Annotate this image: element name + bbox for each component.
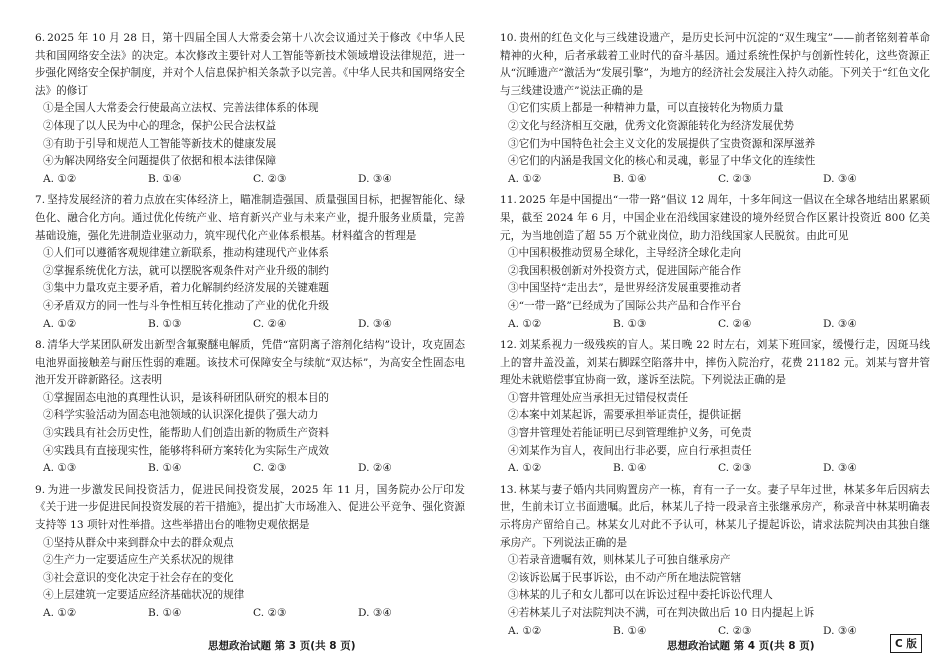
option-c: C. ②③	[718, 624, 752, 637]
page-footer-left: 思想政治试题 第 3 页(共 8 页)	[208, 640, 356, 652]
statement: ③社会意识的变化决定于社会存在的变化	[43, 571, 234, 584]
option-b: B. ①④	[148, 462, 182, 475]
statement: ②本案中刘某起诉，需要承担举证责任，提供证据	[508, 409, 742, 422]
option-c: C. ②③	[718, 172, 752, 185]
option-b: B. ①④	[613, 172, 647, 185]
statement: ③有助于引导和规范人工智能等新技术的健康发展	[43, 137, 277, 150]
question-stem: 10. 贵州的红色文化与三线建设遗产，是历史长河中沉淀的“双生瑰宝”——前者铭刻着革命精神的火种，后者承载着工业时代的奋斗基因。通过系统性保护与创新性转化，这些资源正从“沉睡遗产”激活为“发展引擎”，为地方的经济社会发展注入持久动能。下列关于“红色文化与三线建设遗产”说法正确的是	[500, 32, 930, 97]
option-a: A. ①②	[43, 317, 77, 330]
statement: ④“一带一路”已经成为了国际公共产品和合作平台	[508, 299, 742, 312]
option-c: C. ②③	[253, 607, 287, 619]
version-badge: C 版	[890, 634, 922, 653]
option-c: C. ②③	[253, 462, 287, 475]
option-b: B. ①③	[148, 317, 182, 330]
statement: ①中国积极推动贸易全球化，主导经济全球化走向	[508, 247, 742, 260]
statement: ②掌握系统优化方法，就可以摆脱客观条件对产业升级的制约	[43, 264, 330, 277]
answer-options	[508, 460, 930, 478]
option-b: B. ①④	[148, 607, 182, 619]
statement: ③中国坚持“走出去”，是世界经济发展重要推动者	[508, 282, 742, 295]
option-d: D. ③④	[358, 607, 392, 619]
statement: ①窨井管理处应当承担无过错侵权责任	[508, 391, 689, 404]
option-a: A. ①②	[508, 462, 542, 475]
left-column	[35, 30, 465, 627]
statement: ①若录音遗嘱有效，则林某儿子可独自继承房产	[508, 554, 731, 567]
statement: ④矛盾双方的同一性与斗争性相互转化推动了产业的优化升级	[43, 299, 330, 312]
answer-options	[508, 316, 930, 334]
option-d: D. ③④	[358, 172, 392, 185]
question-9	[35, 482, 465, 623]
question-10	[500, 30, 930, 188]
option-b: B. ①④	[613, 462, 647, 475]
answer-options	[508, 171, 930, 189]
question-stem: 13. 林某与妻子婚内共同购置房产一栋，育有一子一女。妻子早年过世，林某多年后因病去世，生前未订立书面遗嘱。此后，林某儿子持一段录音主张继承房产，称录音中林某明确表示将房产留给自己。林某女儿对此不予认可，林某儿子提起诉讼，请求法院判决由其独自继承房产。下列说法正确的是	[500, 483, 930, 549]
question-stem: 12. 刘某系视力一级残疾的盲人。某日晚 22 时左右，刘某下班回家，缓慢行走，因斑马线上的窨井盖没盖，刘某右脚踩空陷落井中，摔伤入院治疗，花费 21182 元。刘某与窨井管理处未就赔偿事宜协商一致，遂诉至法院。下列说法正确的是	[500, 339, 930, 387]
question-7	[35, 192, 465, 333]
statement: ①掌握固态电池的真理性认识，是该科研团队研究的根本目的	[43, 391, 330, 404]
question-11	[500, 192, 930, 333]
right-column	[500, 30, 930, 644]
option-c: C. ②③	[718, 462, 752, 475]
option-d: D. ③④	[358, 317, 392, 330]
option-a: A. ①②	[508, 317, 542, 330]
statement: ④刘某作为盲人，夜间出行非必要，应自行承担责任	[508, 444, 752, 457]
statement: ③实践具有社会历史性，能帮助人们创造出新的物质生产资料	[43, 427, 330, 440]
statement: ②体现了以人民为中心的理念，保护公民合法权益	[43, 119, 277, 132]
question-stem: 7. 坚持发展经济的着力点放在实体经济上，瞄准制造强国、质量强国目标，把握智能化、绿色化、融合化方向。通过优化传统产业、培育新兴产业与未来产业，提升服务业质量，完善基础设施，强化先进制造业驱动力，筑牢现代化产业体系根基。材料蕴含的哲理是	[35, 194, 465, 242]
option-b: B. ①④	[613, 624, 647, 637]
option-a: A. ①②	[508, 172, 542, 185]
statement: ②科学实验活动为固态电池领域的认识深化提供了强大动力	[43, 409, 319, 422]
option-a: A. ①②	[508, 624, 542, 637]
option-a: A. ①③	[43, 462, 77, 475]
option-b: B. ①③	[613, 317, 647, 330]
option-a: A. ①②	[43, 607, 77, 619]
statement: ②文化与经济相互交融，优秀文化资源能转化为经济发展优势	[508, 119, 795, 132]
statement: ④实践具有直接现实性，能够将科研方案转化为实际生产成效	[43, 444, 330, 457]
statement: ③它们为中国特色社会主义文化的发展提供了宝贵资源和深厚滋养	[508, 137, 816, 150]
page-footer-right: 思想政治试题 第 4 页(共 8 页)	[667, 640, 815, 652]
question-stem: 9. 为进一步激发民间投资活力，促进民间投资发展，2025 年 11 月，国务院办公厅印发《关于进一步促进民间投资发展的若干措施》，提出扩大市场准入、促进公平竞争、强化资源支持等 13 项针对性举措。这些举措出台的唯物史观依据是	[35, 483, 465, 532]
question-stem: 11. 2025 年是中国提出“一带一路”倡议 12 周年，十多年间这一倡议在全球各地结出累累硕果，截至 2024 年 6 月，中国企业在沿线国家建设的境外经贸合作区累计投资近 800 亿美元，为当地创造了超 55 万个就业岗位，助力沿线国家人民脱贫。由此可见	[500, 194, 930, 242]
statement: ②生产力一定要适应生产关系状况的规律	[43, 554, 234, 567]
statement: ③窨井管理处若能证明已尽到管理维护义务，可免责	[508, 427, 752, 440]
option-d: D. ③④	[823, 172, 857, 185]
answer-options	[43, 316, 465, 334]
statement: ④为解决网络安全问题提供了依据和根本法律保障	[43, 155, 277, 168]
option-c: C. ②④	[718, 317, 752, 330]
question-6	[35, 30, 465, 188]
statement: ④若林某儿子对法院判决不满，可在判决做出后 10 日内提起上诉	[508, 607, 815, 619]
option-c: C. ②④	[253, 317, 287, 330]
question-stem: 6. 2025 年 10 月 28 日，第十四届全国人大常委会第十八次会议通过关于修改《中华人民共和国网络安全法》的决定。本次修改主要针对人工智能等新技术领域增设法律规范，进一步强化网络安全保护制度，并对个人信息保护相关条款予以完善。《中华人民共和国网络安全法》的修订	[35, 32, 465, 97]
answer-options	[43, 605, 465, 623]
question-stem: 8. 清华大学某团队研发出新型含氟聚醚电解质，凭借“富阴离子溶剂化结构”设计，攻克固态电池界面接触差与耐压性弱的难题。该技术可保障安全与续航“双达标”，为高安全性固态电池开发开辟新路径。这表明	[35, 339, 465, 387]
statement: ①坚持从群众中来到群众中去的群众观点	[43, 536, 234, 549]
option-a: A. ①②	[43, 172, 77, 185]
option-d: D. ③④	[823, 624, 857, 637]
statement: ④上层建筑一定要适应经济基础状况的规律	[43, 589, 245, 602]
statement: ③林某的儿子和女儿都可以在诉讼过程中委托诉讼代理人	[508, 589, 773, 602]
statement: ②我国积极创新对外投资方式，促进国际产能合作	[508, 264, 742, 277]
answer-options	[43, 460, 465, 478]
question-13	[500, 482, 930, 640]
question-8	[35, 337, 465, 478]
option-d: D. ③④	[823, 462, 857, 475]
option-b: B. ①④	[148, 172, 182, 185]
option-d: D. ③④	[823, 317, 857, 330]
answer-options	[43, 171, 465, 189]
question-12	[500, 337, 930, 478]
statement: ①人们可以遵循客观规律建立新联系，推动构建现代产业体系	[43, 247, 330, 260]
statement: ②该诉讼属于民事诉讼，由不动产所在地法院管辖	[508, 571, 742, 584]
statement: ③集中力量攻克主要矛盾，着力化解制约经济发展的关键难题	[43, 282, 330, 295]
option-c: C. ②③	[253, 172, 287, 185]
statement: ①是全国人大常委会行使最高立法权、完善法律体系的体现	[43, 102, 319, 115]
statement: ①它们实质上都是一种精神力量，可以直接转化为物质力量	[508, 102, 784, 115]
statement: ④它们的内涵是我国文化的核心和灵魂，彰显了中华文化的连续性	[508, 155, 816, 168]
option-d: D. ②④	[358, 462, 392, 475]
